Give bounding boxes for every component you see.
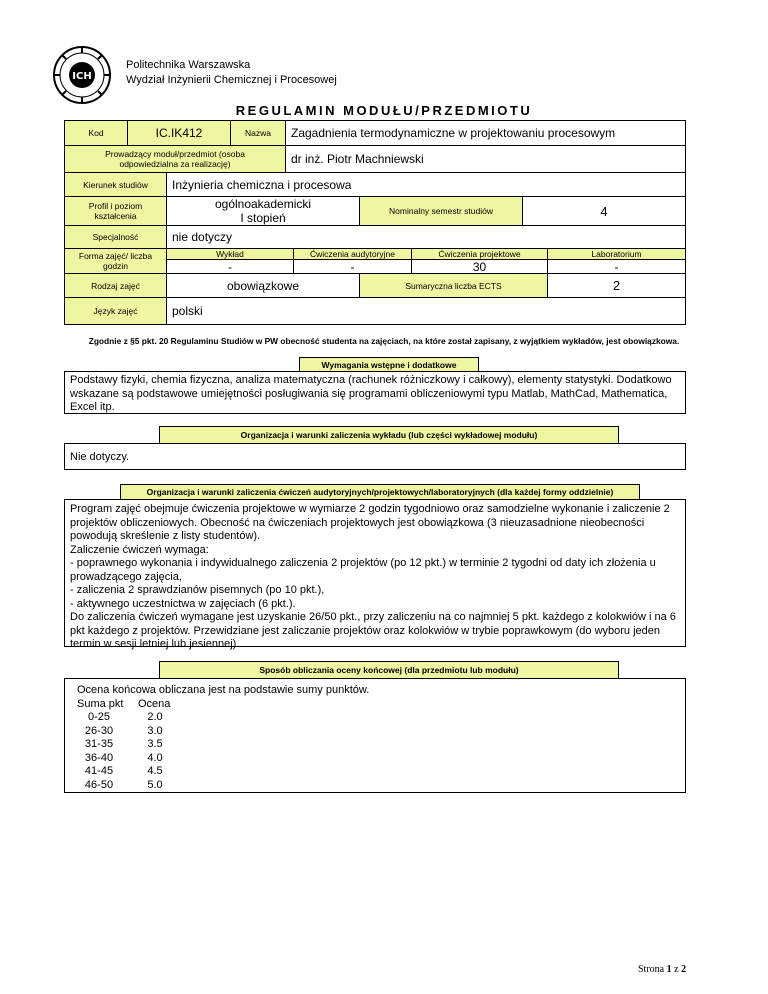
page-title: REGULAMIN MODUŁU/PRZEDMIOTU	[235, 103, 533, 118]
grade-row-range: 41-45	[84, 765, 114, 777]
attendance-note: Zgodnie z §5 pkt. 20 Regulaminu Studiów w PW obecność studenta na zajęciach, na które został zapisany, z wyjątkiem wykładów, jest obowiązkowa.	[88, 336, 680, 346]
ects-label: Sumaryczna liczba ECTS	[359, 273, 548, 298]
page-number	[638, 964, 686, 975]
university-logo	[52, 45, 112, 105]
grade-row-grade: 2.0	[147, 711, 163, 723]
forma-value-laboratorium: -	[547, 259, 686, 274]
grade-row-grade: 3.5	[147, 738, 163, 750]
specjalnosc-value: nie dotyczy	[166, 225, 686, 249]
grade-row-range: 0-25	[87, 711, 111, 723]
wyklad-body: Nie dotyczy.	[64, 443, 686, 470]
nazwa-label: Nazwa	[230, 120, 286, 146]
faculty-name: Wydział Inżynierii Chemicznej i Procesowej	[126, 74, 337, 86]
kierunek-value: Inżynieria chemiczna i procesowa	[166, 172, 686, 197]
university-name: Politechnika Warszawska	[126, 59, 251, 71]
page-prefix: Strona	[638, 964, 665, 975]
jezyk-label: Język zajęć	[64, 297, 167, 325]
kod-value: IC.IK412	[127, 120, 231, 146]
wymagania-body: Podstawy fizyki, chemia fizyczna, analiza matematyczna (rachunek różniczkowy i całkowy), elementy statystyki. Dodatkowo wskazane są podstawowe umiejętności posługiwania się programami obliczeniowymi typu Matlab, MathCad, Mathematica, Excel itp.	[64, 371, 686, 414]
grade-row-range: 26-30	[84, 724, 114, 737]
page-total: 2	[681, 964, 687, 975]
grade-row-grade: 5.0	[147, 778, 163, 791]
ocena-heading: Sposób obliczania oceny końcowej (dla przedmiotu lub modułu)	[159, 661, 619, 679]
forma-value-wyklad: -	[166, 259, 294, 274]
ocena-body	[64, 678, 686, 793]
ects-value: 2	[547, 273, 686, 298]
grade-row-grade: 4.0	[147, 751, 163, 764]
specjalnosc-label: Specjalność	[64, 225, 167, 249]
forma-header-laboratorium: Laboratorium	[547, 248, 686, 260]
cwiczenia-body: Program zajęć obejmuje ćwiczenia projektowe w wymiarze 2 godzin tygodniowo oraz samodzielne wykonanie i zaliczenie 2 projektów obliczeniowych. Obecność na ćwiczeniach projektowych jest obowiązkowa (3 nieuzasadnione nieobecności powodują skreślenie z listy studentów). Zaliczenie ćwiczeń wymaga: - poprawnego wykonania i indywidualnego zaliczenia 2 projektów (po 12 pkt.) w terminie 2 tygodni od daty ich złożenia u prowadzącego zajęcia, - zaliczenia 2 sprawdzianów pisemnych (po 10 pkt.), - aktywnego uczestnictwa w zajęciach (6 pkt.). Do zaliczenia ćwiczeń wymagane jest uzyskanie 26/50 pkt., przy zaliczeniu na co najmniej 5 pkt. każdego z kolokwiów i na 6 pkt każdego z projektów. Przewidziane jest zaliczanie projektów oraz kolokwiów w trybie poprawkowym (do wyboru jeden termin w sesji letniej lub jesiennej).	[64, 499, 686, 647]
nazwa-value: Zagadnienia termodynamiczne w projektowaniu procesowym	[285, 120, 686, 146]
rodzaj-label: Rodzaj zajęć	[64, 273, 167, 298]
forma-label: Forma zajęć/ liczba godzin	[64, 248, 167, 274]
jezyk-value: polski	[166, 297, 686, 325]
forma-value-projektowe: 30	[411, 259, 548, 274]
cwiczenia-heading: Organizacja i warunki zaliczenia ćwiczeń audytoryjnych/projektowych/laboratoryjnych (dla każdej formy oddzielnie)	[120, 484, 640, 500]
forma-header-projektowe: Ćwiczenia projektowe	[411, 248, 548, 260]
page-sep: z	[674, 964, 679, 975]
prowadzacy-value: dr inż. Piotr Machniewski	[285, 145, 686, 173]
semestr-label: Nominalny semestr studiów	[359, 196, 523, 226]
ocena-col-ocena: Ocena	[138, 697, 171, 710]
kod-label: Kod	[64, 120, 128, 146]
page-current: 1	[666, 964, 672, 975]
svg-text:ICH: ICH	[72, 71, 92, 82]
kierunek-label: Kierunek studiów	[64, 172, 167, 197]
grade-row-range: 36-40	[84, 751, 114, 764]
profil-value	[166, 196, 360, 226]
ocena-col-suma: Suma pkt	[77, 697, 124, 710]
rodzaj-value: obowiązkowe	[166, 273, 360, 298]
profil-label: Profil i poziom kształcenia	[64, 196, 167, 226]
wyklad-heading: Organizacja i warunki zaliczenia wykładu (lub części wykładowej modułu)	[159, 426, 619, 444]
prowadzacy-label: Prowadzący moduł/przedmiot (osoba odpowiedzialna za realizację)	[64, 145, 286, 173]
grade-row-grade: 3.0	[147, 724, 163, 737]
forma-value-audytoryjne: -	[293, 259, 412, 274]
grade-row-range: 46-50	[84, 778, 114, 791]
profil-value-2: I stopień	[240, 211, 286, 225]
grade-row-grade: 4.5	[147, 765, 163, 777]
forma-header-wyklad: Wykład	[166, 248, 294, 260]
forma-header-audytoryjne: Ćwiczenia audytoryjne	[293, 248, 412, 260]
profil-value-1: ogólnoakademicki	[214, 197, 312, 211]
wymagania-heading: Wymagania wstępne i dodatkowe	[299, 357, 479, 372]
semestr-value: 4	[522, 196, 686, 226]
grade-row-range: 31-35	[84, 738, 114, 750]
ocena-intro: Ocena końcowa obliczana jest na podstawie sumy punktów.	[77, 684, 370, 696]
